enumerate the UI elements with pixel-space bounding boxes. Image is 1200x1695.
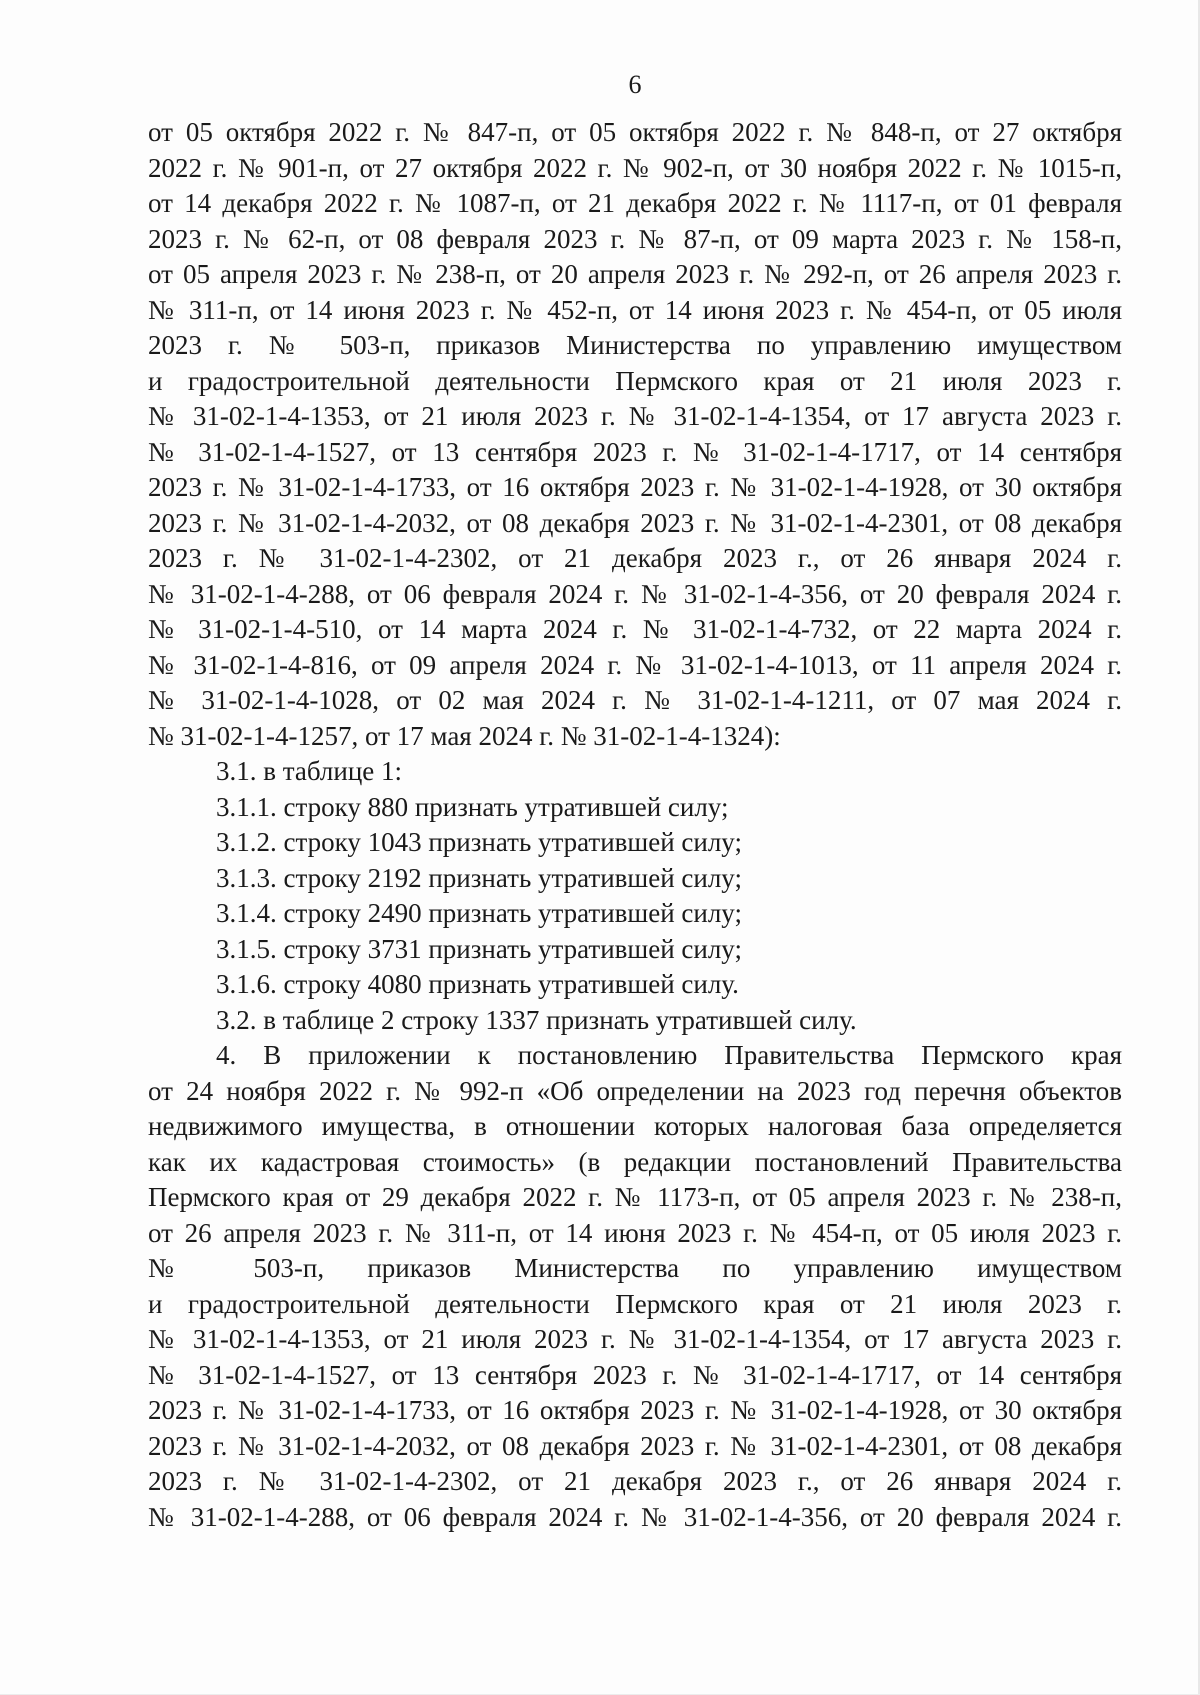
list-item: 3.1.2. строку 1043 признать утратившей силу;: [216, 827, 742, 857]
text-line: № 31-02-1-4-510, от 14 марта 2024 г. № 31-02-1-4-732, от 22 марта 2024 г.: [148, 614, 1122, 644]
list-item: 3.1. в таблице 1:: [216, 756, 403, 786]
text-line: № 31-02-1-4-1527, от 13 сентября 2023 г. № 31-02-1-4-1717, от 14 сентября: [148, 436, 1122, 467]
text-line: № 31-02-1-4-1353, от 21 июля 2023 г. № 31-02-1-4-1354, от 17 августа 2023 г.: [148, 401, 1122, 431]
text-line: от 14 декабря 2022 г. № 1087-п, от 21 декабря 2022 г. № 1117-п, от 01 февраля: [148, 188, 1122, 218]
text-line: 2023 г. № 31-02-1-4-1733, от 16 октября 2023 г. № 31-02-1-4-1928, от 30 октября: [148, 1395, 1122, 1425]
text-line: № 503-п, приказов Министерства по управлению имуществом: [148, 1253, 1122, 1283]
list-item: 3.1.6. строку 4080 признать утратившей силу.: [216, 969, 739, 999]
text-line: 2023 г. № 31-02-1-4-2302, от 21 декабря 2023 г., от 26 января 2024 г.: [148, 543, 1122, 573]
list-item: 3.1.5. строку 3731 признать утратившей силу;: [216, 933, 742, 964]
text-line: № 31-02-1-4-816, от 09 апреля 2024 г. № 31-02-1-4-1013, от 11 апреля 2024 г.: [148, 649, 1122, 680]
text-line: от 24 ноября 2022 г. № 992-п «Об определении на 2023 год перечня объектов: [148, 1075, 1122, 1106]
text-line: 2023 г. № 503-п, приказов Министерства по управлению имуществом: [148, 330, 1122, 360]
text-line: № 311-п, от 14 июня 2023 г. № 452-п, от 14 июня 2023 г. № 454-п, от 05 июля: [148, 294, 1122, 325]
text-line: 2023 г. № 31-02-1-4-2032, от 08 декабря 2023 г. № 31-02-1-4-2301, от 08 декабря: [148, 1430, 1122, 1461]
text-line: № 31-02-1-4-1353, от 21 июля 2023 г. № 31-02-1-4-1354, от 17 августа 2023 г.: [148, 1324, 1122, 1354]
text-line: 2022 г. № 901-п, от 27 октября 2022 г. № 902-п, от 30 ноября 2022 г. № 1015-п,: [148, 152, 1122, 183]
document-body: [148, 115, 1122, 1535]
text-line: № 31-02-1-4-1257, от 17 мая 2024 г. № 31-02-1-4-1324):: [148, 720, 781, 751]
text-line: № 31-02-1-4-1527, от 13 сентября 2023 г. № 31-02-1-4-1717, от 14 сентября: [148, 1359, 1122, 1390]
page-number: 6: [628, 70, 642, 99]
text-line: № 31-02-1-4-1028, от 02 мая 2024 г. № 31-02-1-4-1211, от 07 мая 2024 г.: [148, 685, 1122, 715]
text-line: Пермского края от 29 декабря 2022 г. № 1173-п, от 05 апреля 2023 г. № 238-п,: [148, 1182, 1122, 1212]
text-line: и градостроительной деятельности Пермского края от 21 июля 2023 г.: [148, 1288, 1122, 1319]
text-line: 2023 г. № 62-п, от 08 февраля 2023 г. № 87-п, от 09 марта 2023 г. № 158-п,: [148, 223, 1122, 254]
text-line: как их кадастровая стоимость» (в редакции постановлений Правительства: [148, 1146, 1122, 1177]
text-line: 2023 г. № 31-02-1-4-2302, от 21 декабря 2023 г., от 26 января 2024 г.: [148, 1466, 1122, 1496]
text-line: от 05 октября 2022 г. № 847-п, от 05 октября 2022 г. № 848-п, от 27 октября: [148, 117, 1122, 147]
text-line: 2023 г. № 31-02-1-4-2032, от 08 декабря 2023 г. № 31-02-1-4-2301, от 08 декабря: [148, 507, 1122, 538]
text-line: от 26 апреля 2023 г. № 311-п, от 14 июня 2023 г. № 454-п, от 05 июля 2023 г.: [148, 1217, 1122, 1248]
list-item: 3.1.3. строку 2192 признать утратившей силу;: [216, 862, 742, 893]
text-line: и градостроительной деятельности Пермского края от 21 июля 2023 г.: [148, 365, 1122, 396]
paragraph-start: 4. В приложении к постановлению Правительства Пермского края: [216, 1040, 1122, 1070]
text-line: недвижимого имущества, в отношении которых налоговая база определяется: [148, 1111, 1122, 1141]
list-item: 3.2. в таблице 2 строку 1337 признать утратившей силу.: [216, 1004, 857, 1035]
text-line: 2023 г. № 31-02-1-4-1733, от 16 октября 2023 г. № 31-02-1-4-1928, от 30 октября: [148, 472, 1122, 502]
list-item: 3.1.1. строку 880 признать утратившей силу;: [216, 791, 729, 822]
text-line: № 31-02-1-4-288, от 06 февраля 2024 г. № 31-02-1-4-356, от 20 февраля 2024 г.: [148, 1501, 1122, 1532]
text-line: № 31-02-1-4-288, от 06 февраля 2024 г. № 31-02-1-4-356, от 20 февраля 2024 г.: [148, 578, 1122, 609]
list-item: 3.1.4. строку 2490 признать утратившей силу;: [216, 898, 742, 928]
text-line: от 05 апреля 2023 г. № 238-п, от 20 апреля 2023 г. № 292-п, от 26 апреля 2023 г.: [148, 259, 1122, 289]
